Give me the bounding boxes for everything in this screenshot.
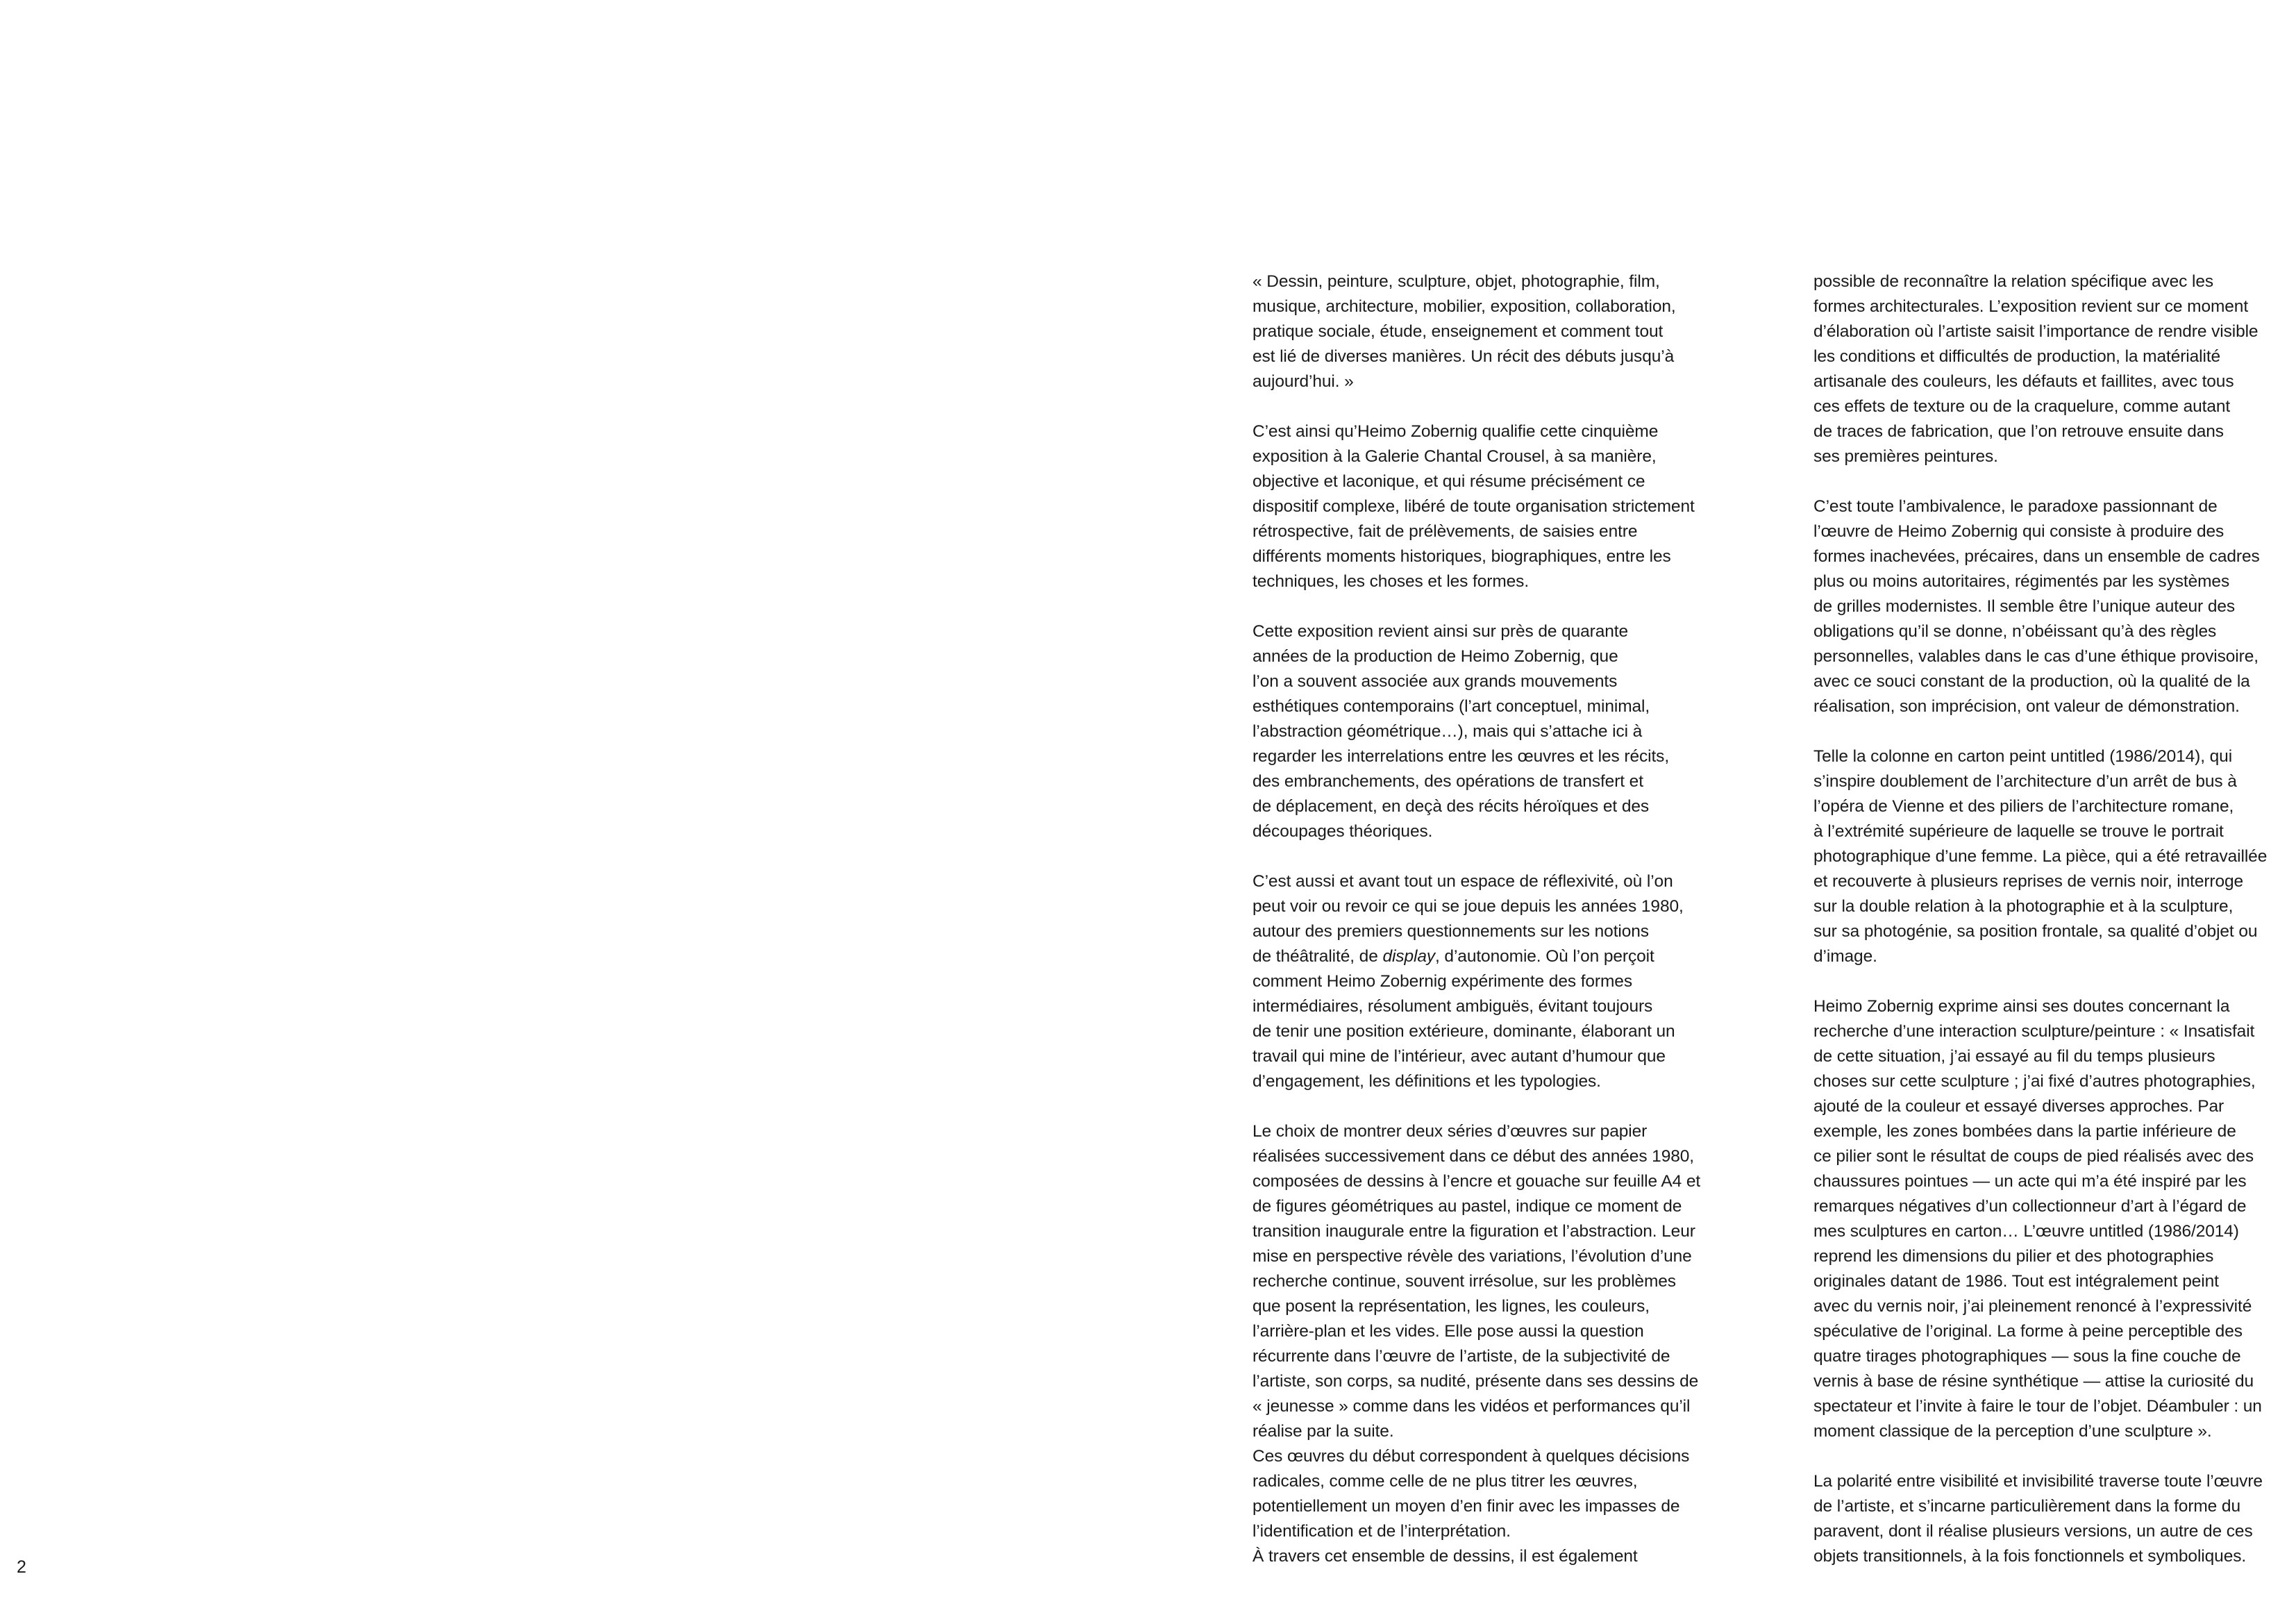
- paragraph: [1252, 869, 1752, 1094]
- text-line: C’est toute l’ambivalence, le paradoxe passionnant de: [1813, 497, 2218, 516]
- text-line: plus ou moins autoritaires, régimentés par les systèmes: [1813, 572, 2230, 591]
- text-line: sur sa photogénie, sa position frontale, sa qualité d’objet ou: [1813, 922, 2258, 941]
- text-line: réalise par la suite.: [1252, 1422, 1394, 1441]
- paragraph: [1252, 619, 1752, 844]
- text-line: Telle la colonne en carton peint untitled (1986/2014), qui: [1813, 747, 2233, 766]
- text-line: choses sur cette sculpture ; j’ai fixé d’autres photographies,: [1813, 1072, 2256, 1091]
- text-line: années de la production de Heimo Zobernig, que: [1252, 647, 1618, 666]
- text-line: spectateur et l’invite à faire le tour de l’objet. Déambuler : un: [1813, 1397, 2262, 1416]
- text-line: comment Heimo Zobernig expérimente des formes: [1252, 972, 1632, 991]
- text-line: formes inachevées, précaires, dans un ensemble de cadres: [1813, 547, 2260, 566]
- text-line: moment classique de la perception d’une sculpture ».: [1813, 1422, 2212, 1441]
- text-line: pratique sociale, étude, enseignement et comment tout: [1252, 322, 1664, 341]
- text-line: C’est aussi et avant tout un espace de réflexivité, où l’on: [1252, 872, 1673, 891]
- text-line: musique, architecture, mobilier, exposition, collaboration,: [1252, 297, 1676, 316]
- text-line: composées de dessins à l’encre et gouache sur feuille A4 et: [1252, 1172, 1701, 1191]
- text-line: intermédiaires, résolument ambiguës, évitant toujours: [1252, 997, 1653, 1016]
- text-line: travail qui mine de l’intérieur, avec autant d’humour que: [1252, 1047, 1666, 1066]
- text-line: réalisation, son imprécision, ont valeur de démonstration.: [1813, 697, 2240, 716]
- text-line: de l’artiste, et s’incarne particulièrement dans la forme du: [1813, 1497, 2240, 1516]
- text-line: d’image.: [1813, 947, 1877, 966]
- text-line: l’œuvre de Heimo Zobernig qui consiste à produire des: [1813, 522, 2224, 541]
- text-line: personnelles, valables dans le cas d’une éthique provisoire,: [1813, 647, 2259, 666]
- paragraph: [1252, 269, 1752, 394]
- text-column-right: [1813, 269, 2293, 1569]
- text-line: de grilles modernistes. Il semble être l’unique auteur des: [1813, 597, 2236, 616]
- text-line: l’abstraction géométrique…), mais qui s’attache ici à: [1252, 722, 1643, 741]
- text-line: mes sculptures en carton… L’œuvre untitled (1986/2014): [1813, 1222, 2239, 1241]
- text-line: possible de reconnaître la relation spécifique avec les: [1813, 272, 2214, 291]
- text-line: reprend les dimensions du pilier et des photographies: [1813, 1247, 2214, 1266]
- text-line: techniques, les choses et les formes.: [1252, 572, 1530, 591]
- text-line: objective et laconique, et qui résume précisément ce: [1252, 472, 1645, 491]
- text-line: les conditions et difficultés de production, la matérialité: [1813, 347, 2221, 366]
- text-line: l’arrière-plan et les vides. Elle pose aussi la question: [1252, 1322, 1644, 1341]
- text-line: d’engagement, les définitions et les typologies.: [1252, 1072, 1601, 1091]
- text-line: À travers cet ensemble de dessins, il est également: [1252, 1547, 1638, 1566]
- text-line: objets transitionnels, à la fois fonctionnels et symboliques.: [1813, 1547, 2247, 1566]
- text-line: découpages théoriques.: [1252, 822, 1433, 841]
- text-line: regarder les interrelations entre les œuvres et les récits,: [1252, 747, 1670, 766]
- paragraph: [1813, 269, 2293, 469]
- text-line: paravent, dont il réalise plusieurs versions, un autre de ces: [1813, 1522, 2253, 1541]
- text-line: s’inspire doublement de l’architecture d’un arrêt de bus à: [1813, 772, 2237, 791]
- text-line: ce pilier sont le résultat de coups de pied réalisés avec des: [1813, 1147, 2254, 1166]
- paragraph: [1813, 494, 2293, 719]
- text-line: exemple, les zones bombées dans la partie inférieure de: [1813, 1122, 2236, 1141]
- paragraph: [1813, 1469, 2293, 1569]
- text-line: quatre tirages photographiques — sous la fine couche de: [1813, 1347, 2241, 1366]
- text-line: Ces œuvres du début correspondent à quelques décisions: [1252, 1447, 1690, 1466]
- text-line: sur la double relation à la photographie et à la sculpture,: [1813, 897, 2234, 916]
- text-line: avec ce souci constant de la production, où la qualité de la: [1813, 672, 2250, 691]
- text-line: ajouté de la couleur et essayé diverses approches. Par: [1813, 1097, 2224, 1116]
- text-line: chaussures pointues — un acte qui m’a été inspiré par les: [1813, 1172, 2247, 1191]
- text-line: rétrospective, fait de prélèvements, de saisies entre: [1252, 522, 1638, 541]
- text-line: l’on a souvent associée aux grands mouvements: [1252, 672, 1618, 691]
- text-line: Heimo Zobernig exprime ainsi ses doutes concernant la: [1813, 997, 2230, 1016]
- text-line: vernis à base de résine synthétique — attise la curiosité du: [1813, 1372, 2254, 1391]
- text-line: l’artiste, son corps, sa nudité, présente dans ses dessins de: [1252, 1372, 1699, 1391]
- text-line: C’est ainsi qu’Heimo Zobernig qualifie cette cinquième: [1252, 422, 1659, 441]
- text-line: La polarité entre visibilité et invisibilité traverse toute l’œuvre: [1813, 1472, 2263, 1491]
- text-line: réalisées successivement dans ce début des années 1980,: [1252, 1147, 1694, 1166]
- text-line: de traces de fabrication, que l’on retrouve ensuite dans: [1813, 422, 2224, 441]
- text-line: originales datant de 1986. Tout est intégralement peint: [1813, 1272, 2219, 1291]
- text-line: des embranchements, des opérations de transfert et: [1252, 772, 1643, 791]
- text-line: Le choix de montrer deux séries d’œuvres sur papier: [1252, 1122, 1648, 1141]
- text-line: spéculative de l’original. La forme à peine perceptible des: [1813, 1322, 2243, 1341]
- text-line: mise en perspective révèle des variations, l’évolution d’une: [1252, 1247, 1692, 1266]
- text-line: remarques négatives d’un collectionneur d’art à l’égard de: [1813, 1197, 2247, 1216]
- text-line: de théâtralité, de display, d’autonomie. Où l’on perçoit: [1252, 947, 1654, 966]
- paragraph: [1252, 1119, 1752, 1569]
- text-line: autour des premiers questionnements sur les notions: [1252, 922, 1649, 941]
- text-line: obligations qu’il se donne, n’obéissant qu’à des règles: [1813, 622, 2217, 641]
- text-line: recherche continue, souvent irrésolue, sur les problèmes: [1252, 1272, 1676, 1291]
- paragraph: [1252, 419, 1752, 594]
- text-line: de déplacement, en deçà des récits héroïques et des: [1252, 797, 1650, 816]
- text-line: et recouverte à plusieurs reprises de vernis noir, interroge: [1813, 872, 2244, 891]
- text-line: transition inaugurale entre la figuration et l’abstraction. Leur: [1252, 1222, 1695, 1241]
- text-line: récurrente dans l’œuvre de l’artiste, de la subjectivité de: [1252, 1347, 1670, 1366]
- text-line: Cette exposition revient ainsi sur près de quarante: [1252, 622, 1629, 641]
- text-line: « jeunesse » comme dans les vidéos et performances qu’il: [1252, 1397, 1691, 1416]
- text-line: ces effets de texture ou de la craquelure, comme autant: [1813, 397, 2231, 416]
- text-line: artisanale des couleurs, les défauts et faillites, avec tous: [1813, 372, 2234, 391]
- text-line: recherche d’une interaction sculpture/peinture : « Insatisfait: [1813, 1022, 2255, 1041]
- text-line: ses premières peintures.: [1813, 447, 1998, 466]
- page-number: 2: [17, 1557, 26, 1577]
- text-line: aujourd’hui. »: [1252, 372, 1354, 391]
- text-line: photographique d’une femme. La pièce, qui a été retravaillée: [1813, 847, 2268, 866]
- text-line: « Dessin, peinture, sculpture, objet, photographie, film,: [1252, 272, 1660, 291]
- paragraph: [1813, 744, 2293, 969]
- text-line: formes architecturales. L’exposition revient sur ce moment: [1813, 297, 2249, 316]
- text-line: avec du vernis noir, j’ai pleinement renoncé à l’expressivité: [1813, 1297, 2252, 1316]
- text-line: de figures géométriques au pastel, indique ce moment de: [1252, 1197, 1682, 1216]
- text-line: peut voir ou revoir ce qui se joue depuis les années 1980,: [1252, 897, 1684, 916]
- text-line: dispositif complexe, libéré de toute organisation strictement: [1252, 497, 1695, 516]
- text-line: exposition à la Galerie Chantal Crousel, à sa manière,: [1252, 447, 1657, 466]
- text-line: radicales, comme celle de ne plus titrer les œuvres,: [1252, 1472, 1638, 1491]
- text-line: de tenir une position extérieure, dominante, élaborant un: [1252, 1022, 1675, 1041]
- text-column-left: [1252, 269, 1752, 1569]
- paragraph: [1813, 994, 2293, 1444]
- text-line: l’opéra de Vienne et des piliers de l’architecture romane,: [1813, 797, 2234, 816]
- text-line: est lié de diverses manières. Un récit des débuts jusqu’à: [1252, 347, 1675, 366]
- text-line: l’identification et de l’interprétation.: [1252, 1522, 1511, 1541]
- text-line: d’élaboration où l’artiste saisit l’importance de rendre visible: [1813, 322, 2259, 341]
- text-line: que posent la représentation, les lignes, les couleurs,: [1252, 1297, 1650, 1316]
- text-line: à l’extrémité supérieure de laquelle se trouve le portrait: [1813, 822, 2224, 841]
- text-line: esthétiques contemporains (l’art conceptuel, minimal,: [1252, 697, 1650, 716]
- text-line: de cette situation, j’ai essayé au fil du temps plusieurs: [1813, 1047, 2215, 1066]
- text-line: différents moments historiques, biographiques, entre les: [1252, 547, 1671, 566]
- text-line: potentiellement un moyen d’en finir avec les impasses de: [1252, 1497, 1680, 1516]
